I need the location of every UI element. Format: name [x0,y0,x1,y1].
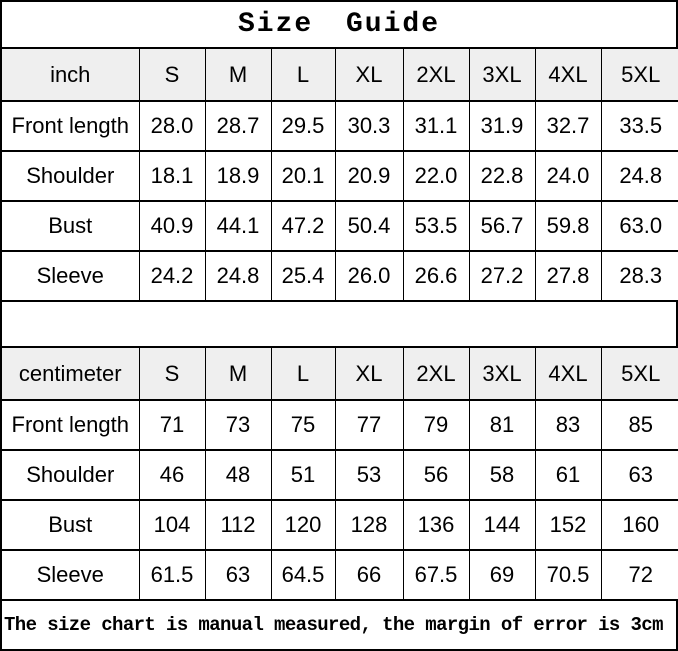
table-row [2,500,678,550]
measurement-value: 20.9 [335,151,403,201]
measurement-value: 48 [205,450,271,500]
measurement-value: 47.2 [271,201,335,251]
measurement-value: 75 [271,400,335,450]
size-column-header: M [205,49,271,101]
measurement-value: 66 [335,550,403,599]
measurement-value: 67.5 [403,550,469,599]
measurement-value: 53.5 [403,201,469,251]
size-column-header: 5XL [601,348,678,400]
unit-label: inch [2,49,139,101]
measurement-label: Sleeve [2,251,139,300]
measurement-value: 46 [139,450,205,500]
size-column-header: XL [335,348,403,400]
measurement-value: 73 [205,400,271,450]
measurement-label: Front length [2,101,139,151]
measurement-label: Front length [2,400,139,450]
measurement-value: 128 [335,500,403,550]
measurement-value: 160 [601,500,678,550]
measurement-value: 31.9 [469,101,535,151]
size-column-header: 5XL [601,49,678,101]
measurement-value: 58 [469,450,535,500]
measurement-value: 22.0 [403,151,469,201]
measurement-label: Sleeve [2,550,139,599]
page-title: Size Guide [2,2,676,49]
measurement-value: 24.0 [535,151,601,201]
measurement-label: Shoulder [2,450,139,500]
measurement-value: 64.5 [271,550,335,599]
measurement-label: Bust [2,201,139,251]
table-spacer [2,300,676,348]
table-row [2,400,678,450]
measurement-value: 33.5 [601,101,678,151]
measurement-value: 69 [469,550,535,599]
measurement-value: 27.2 [469,251,535,300]
measurement-value: 112 [205,500,271,550]
measurement-value: 51 [271,450,335,500]
measurement-value: 56 [403,450,469,500]
measurement-value: 81 [469,400,535,450]
table-row [2,450,678,500]
measurement-value: 152 [535,500,601,550]
measurement-value: 61.5 [139,550,205,599]
measurement-value: 71 [139,400,205,450]
measurement-value: 18.1 [139,151,205,201]
measurement-value: 61 [535,450,601,500]
measurement-value: 26.0 [335,251,403,300]
measurement-label: Bust [2,500,139,550]
size-column-header: 2XL [403,348,469,400]
measurement-value: 85 [601,400,678,450]
size-column-header: M [205,348,271,400]
table-row [2,151,678,201]
measurement-value: 32.7 [535,101,601,151]
measurement-value: 63 [205,550,271,599]
size-column-header: 3XL [469,348,535,400]
size-column-header: L [271,348,335,400]
measurement-value: 59.8 [535,201,601,251]
size-column-header: S [139,49,205,101]
measurement-value: 77 [335,400,403,450]
size-header-row [2,348,678,400]
centimeter-size-table [2,348,678,599]
measurement-value: 63.0 [601,201,678,251]
measurement-value: 25.4 [271,251,335,300]
size-column-header: L [271,49,335,101]
measurement-value: 27.8 [535,251,601,300]
measurement-value: 72 [601,550,678,599]
size-column-header: 4XL [535,49,601,101]
measurement-value: 24.8 [205,251,271,300]
measurement-value: 18.9 [205,151,271,201]
size-column-header: 2XL [403,49,469,101]
measurement-value: 24.8 [601,151,678,201]
measurement-value: 28.3 [601,251,678,300]
measurement-value: 120 [271,500,335,550]
measurement-value: 31.1 [403,101,469,151]
measurement-value: 63 [601,450,678,500]
table-row [2,550,678,599]
measurement-label: Shoulder [2,151,139,201]
table-row [2,251,678,300]
measurement-value: 44.1 [205,201,271,251]
measurement-value: 83 [535,400,601,450]
footer-note: The size chart is manual measured, the margin of error is 3cm [2,599,676,649]
measurement-value: 24.2 [139,251,205,300]
measurement-value: 136 [403,500,469,550]
measurement-value: 26.6 [403,251,469,300]
size-column-header: 4XL [535,348,601,400]
measurement-value: 144 [469,500,535,550]
size-column-header: 3XL [469,49,535,101]
measurement-value: 28.0 [139,101,205,151]
size-column-header: XL [335,49,403,101]
measurement-value: 79 [403,400,469,450]
measurement-value: 40.9 [139,201,205,251]
measurement-value: 29.5 [271,101,335,151]
table-row [2,201,678,251]
measurement-value: 50.4 [335,201,403,251]
measurement-value: 22.8 [469,151,535,201]
measurement-value: 70.5 [535,550,601,599]
measurement-value: 56.7 [469,201,535,251]
measurement-value: 30.3 [335,101,403,151]
measurement-value: 20.1 [271,151,335,201]
inch-size-table [2,49,678,300]
size-column-header: S [139,348,205,400]
unit-label: centimeter [2,348,139,400]
measurement-value: 53 [335,450,403,500]
measurement-value: 104 [139,500,205,550]
size-header-row [2,49,678,101]
table-row [2,101,678,151]
measurement-value: 28.7 [205,101,271,151]
